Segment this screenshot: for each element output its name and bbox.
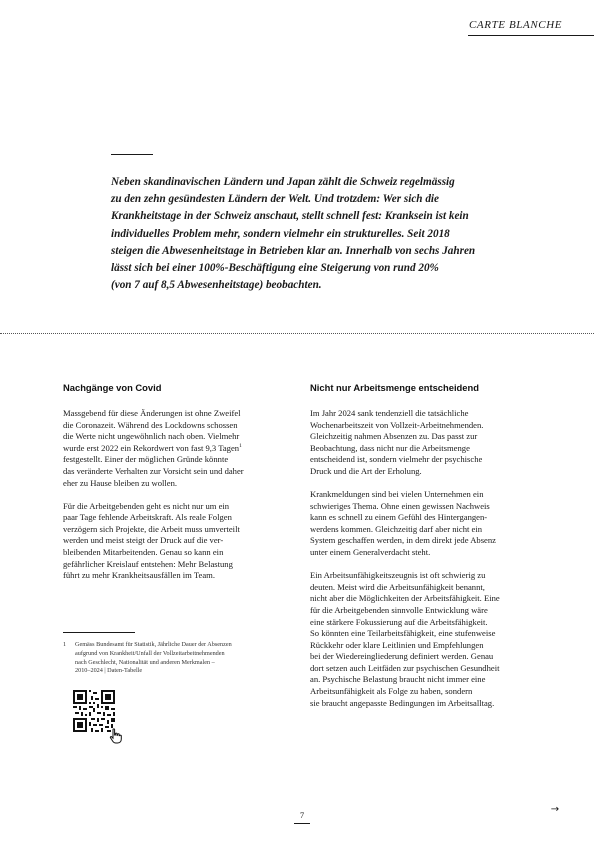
- footnote-number: 1: [63, 641, 67, 648]
- text-line: nicht aber die Möglichkeiten der Arbeitsfähigkeit. Eine: [310, 593, 500, 604]
- text-line: Wochenarbeitszeit von Vollzeit-Arbeitnehmenden.: [310, 419, 484, 430]
- lead-line: Krankheitstage in der Schweiz anschaut, stellt schnell fest: Kranksein ist kein: [111, 210, 469, 223]
- page-number: 7: [299, 810, 305, 820]
- qr-code-icon[interactable]: [73, 690, 115, 732]
- text-line: Für die Arbeitgebenden geht es nicht nur um ein: [63, 500, 230, 511]
- left-heading: Nachgänge von Covid: [63, 382, 162, 393]
- lead-line: lässt sich bei einer 100%-Beschäftigung eine Steigerung von rund 20%: [111, 262, 439, 275]
- text-line: deuten. Meist wird die Arbeitsunfähigkeit benannt,: [310, 581, 485, 592]
- footnote-line: nach Geschlecht, Nationalität und anderen Merkmalen –: [75, 658, 215, 666]
- arrow-right-icon[interactable]: →: [550, 804, 560, 815]
- text-line: paar Tage fehlende Arbeitskraft. Als reale Folgen: [63, 512, 232, 523]
- text-line: werdens kommen. Gleichzeitig darf aber nicht ein: [310, 523, 483, 534]
- section-divider: [0, 333, 594, 334]
- left-paragraph-2: [63, 501, 299, 582]
- text-line: das veränderte Verhalten zur Vorsicht sein und daher: [63, 465, 244, 476]
- footnote-ref[interactable]: 1: [239, 442, 242, 449]
- text-line: System geschaffen werden, in dem direkt jede Absenz: [310, 535, 496, 546]
- text-line: entscheidend ist, sondern vielmehr der psychische: [310, 454, 483, 465]
- header-rule: [468, 35, 594, 36]
- text-line: die Werte nicht ungewöhnlich nach oben. Vielmehr: [63, 431, 240, 442]
- lead-rule: [111, 154, 153, 155]
- text-line: Ein Arbeitsunfähigkeitszeugnis ist oft schwierig zu: [310, 570, 486, 581]
- text-line: an. Psychische Belastung braucht nicht immer eine: [310, 674, 486, 685]
- text-line: Massgebend für diese Änderungen ist ohne Zweifel: [63, 408, 241, 418]
- text-line: unter einem Generalverdacht steht.: [310, 547, 431, 558]
- text-line: Im Jahr 2024 sank tendenziell die tatsächliche: [310, 408, 469, 418]
- footnote-rule: [63, 632, 135, 633]
- footnote-link[interactable]: 2010–2024 | Daten-Tabelle: [75, 667, 143, 675]
- text-line: festgestellt. Einer der möglichen Gründe könnte: [63, 454, 229, 465]
- text-line: Rückkehr oder klare Leitlinien und Empfehlungen: [310, 639, 484, 650]
- text-line: Druck und die Art der Erholung.: [310, 465, 422, 476]
- lead-line: (von 7 auf 8,5 Abwesenheitstage) beobachten.: [111, 279, 322, 292]
- footnote-text: [75, 641, 299, 676]
- page-number-rule: [294, 823, 310, 824]
- lead-line: zu den zehn gesündesten Ländern der Welt. Und trotzdem: Wer sich die: [111, 193, 439, 206]
- text-line: werden und meist steigt der Druck auf die ver-: [63, 535, 224, 546]
- text-line: sie braucht angepasste Bedingungen im Arbeitsalltag.: [310, 697, 495, 708]
- right-paragraph-2: [310, 489, 550, 559]
- text-line: bleibenden Mitarbeitenden. Genau so kann ein: [63, 547, 224, 558]
- right-paragraph-3: [310, 570, 550, 709]
- lead-line: Neben skandinavischen Ländern und Japan zählt die Schweiz regelmässig: [111, 176, 455, 188]
- text-line: Gleichzeitig nahmen Absenzen zu. Das passt zur: [310, 431, 478, 442]
- text-line: wurde erst 2022 ein Rekordwert von fast 9,3 Tagen: [63, 442, 240, 453]
- text-line: bei der Wiedereingliederung definiert werden. Genau: [310, 651, 494, 662]
- right-column: [310, 381, 550, 721]
- hand-pointer-icon: [109, 728, 123, 744]
- text-line: für die Arbeitgebenden sinnvolle Entwicklung wäre: [310, 604, 488, 615]
- lead-line: individuelles Problem mehr, sondern vielmehr ein strukturelles. Seit 2018: [111, 227, 450, 240]
- text-line: dort setzen auch Leitfäden zur psychischen Gesundheit: [310, 662, 500, 673]
- left-paragraph-1: [63, 408, 299, 489]
- footnote-line: aufgrund von Krankheit/Unfall der Vollzeitarbeitnehmenden: [75, 649, 225, 657]
- right-heading: Nicht nur Arbeitsmenge entscheidend: [310, 382, 479, 393]
- text-line: Krankmeldungen sind bei vielen Unternehmen ein: [310, 489, 484, 500]
- text-line: eine stärkere Fokussierung auf die Arbeitsfähigkeit.: [310, 616, 488, 627]
- header-title: CARTE BLANCHE: [469, 19, 563, 31]
- footnote: [63, 641, 299, 676]
- text-line: verzögern sich Projekte, die Arbeit muss umverteilt: [63, 523, 240, 534]
- text-line-with-ref: [63, 443, 299, 455]
- text-line: eher zu Hause bleiben zu wollen.: [63, 477, 178, 488]
- text-line: führt zu mehr Krankheitsausfällen im Team.: [63, 570, 215, 581]
- lead-line: steigen die Abwesenheitstage in Betrieben klar an. Innerhalb von sechs Jahren: [111, 244, 476, 257]
- left-column: [63, 381, 299, 593]
- footnote-line: Gemäss Bundesamt für Statistik, Jährliche Dauer der Absenzen: [75, 641, 232, 648]
- text-line: schwieriges Thema. Ohne einen gewissen Nachweis: [310, 500, 490, 511]
- text-line: So könnten eine Teilarbeitsfähigkeit, eine stufenweise: [310, 628, 496, 639]
- text-line: Beobachtung, dass nicht nur die Arbeitsmenge: [310, 442, 470, 453]
- lead-paragraph: [111, 174, 491, 294]
- text-line: gefährlicher Kreislauf entstehen: Mehr Belastung: [63, 558, 233, 569]
- right-paragraph-1: [310, 408, 550, 478]
- text-line: Arbeitsunfähigkeit als Folge zu haben, sondern: [310, 686, 473, 697]
- text-line: die Coronazeit. Während des Lockdowns schossen: [63, 419, 238, 430]
- text-line: kann es schnell zu einem Gefühl des Hintergangen-: [310, 512, 488, 523]
